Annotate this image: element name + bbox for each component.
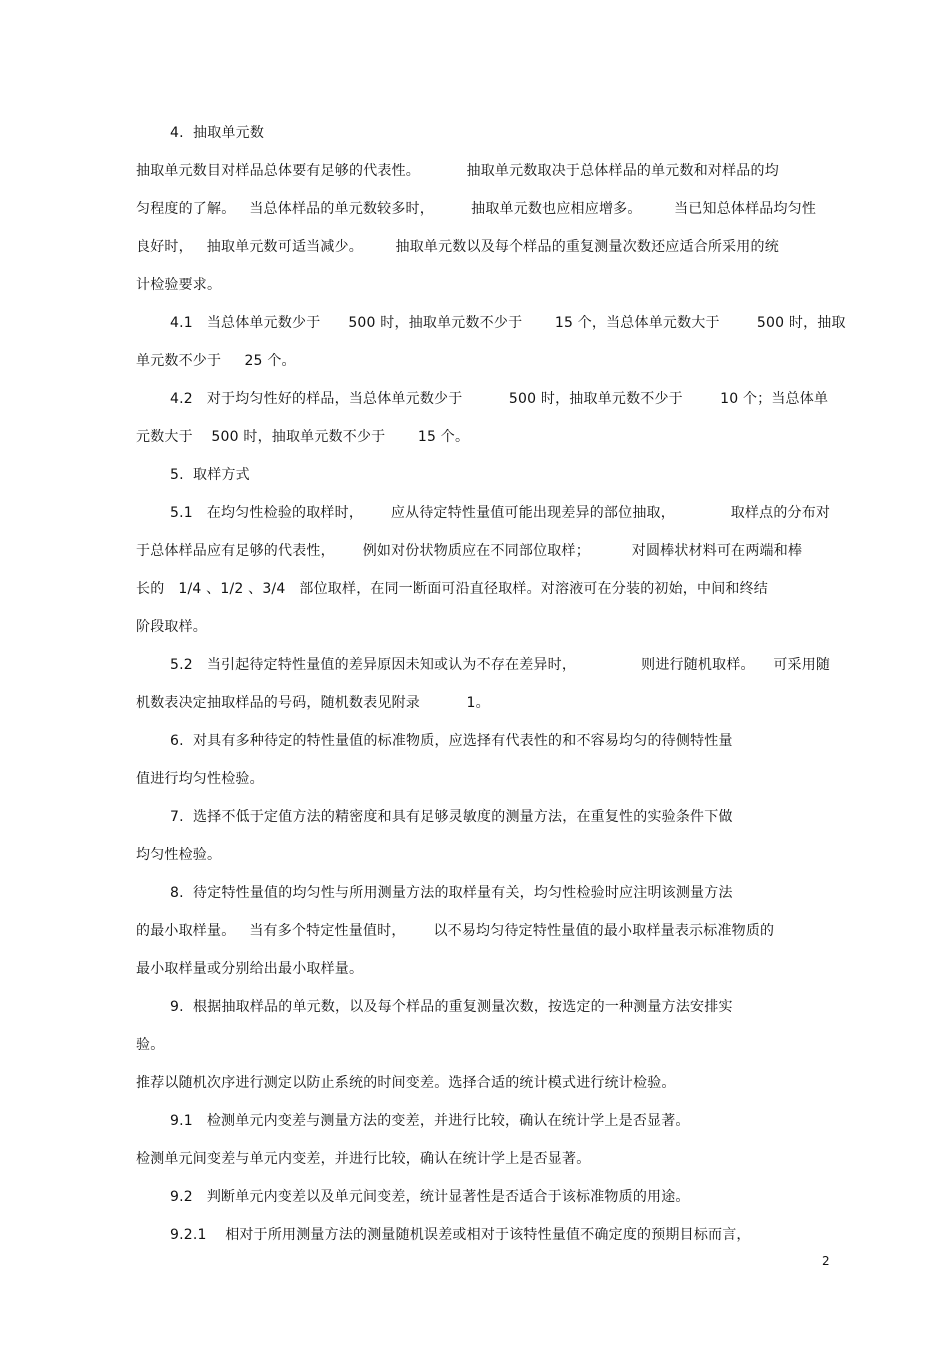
paragraph-line: 元数大于 500 时，抽取单元数不少于 15 个。 — [136, 429, 470, 445]
paragraph-line: 检测单元间变差与单元内变差，并进行比较，确认在统计学上是否显著。 — [136, 1151, 591, 1167]
paragraph-line: 抽取单元数目对样品总体要有足够的代表性。 抽取单元数取决于总体样品的单元数和对样品的均 — [136, 163, 779, 179]
item-9-2-1: 9.2.1 相对于所用测量方法的测量随机误差或相对于该特性量值不确定度的预期目标而言， — [170, 1227, 751, 1243]
item-4-2: 4.2 对于均匀性好的样品，当总体单元数少于 500 时，抽取单元数不少于 10 个；当总体单 — [170, 391, 829, 407]
paragraph-line: 阶段取样。 — [136, 619, 207, 635]
item-4-1: 4.1 当总体单元数少于 500 时，抽取单元数不少于 15 个，当总体单元数大于 500 时，抽取 — [170, 315, 846, 331]
paragraph-line: 均匀性检验。 — [136, 847, 222, 863]
paragraph-line: 推荐以随机次序进行测定以防止系统的时间变差。选择合适的统计模式进行统计检验。 — [136, 1075, 676, 1091]
paragraph-line: 的最小取样量。 当有多个特定性量值时， 以不易均匀待定特性量值的最小取样量表示标准物质的 — [136, 923, 775, 939]
item-9: 9. 根据抽取样品的单元数，以及每个样品的重复测量次数，按选定的一种测量方法安排实 — [170, 999, 733, 1015]
heading-5: 5. 取样方式 — [170, 467, 250, 483]
paragraph-line: 匀程度的了解。 当总体样品的单元数较多时， 抽取单元数也应相应增多。 当已知总体样品均匀性 — [136, 201, 817, 217]
paragraph-line: 长的 1/4 、1/2 、3/4 部位取样，在同一断面可沿直径取样。对溶液可在分装的初始，中间和终结 — [136, 581, 768, 597]
paragraph-line: 最小取样量或分别给出最小取样量。 — [136, 961, 364, 977]
item-8: 8. 待定特性量值的均匀性与所用测量方法的取样量有关，均匀性检验时应注明该测量方法 — [170, 885, 733, 901]
item-9-1: 9.1 检测单元内变差与测量方法的变差，并进行比较，确认在统计学上是否显著。 — [170, 1113, 690, 1129]
paragraph-line: 值进行均匀性检验。 — [136, 771, 264, 787]
paragraph-line: 良好时， 抽取单元数可适当减少。 抽取单元数以及每个样品的重复测量次数还应适合所采用的统 — [136, 239, 779, 255]
page-number: 2 — [822, 1254, 830, 1268]
item-5-1: 5.1 在均匀性检验的取样时， 应从待定特性量值可能出现差异的部位抽取， 取样点的分布对 — [170, 505, 831, 521]
item-6: 6. 对具有多种待定的特性量值的标准物质，应选择有代表性的和不容易均匀的待侧特性量 — [170, 733, 733, 749]
paragraph-line: 验。 — [136, 1037, 165, 1053]
paragraph-line: 计检验要求。 — [136, 277, 222, 293]
heading-4: 4. 抽取单元数 — [170, 125, 265, 141]
paragraph-line: 单元数不少于 25 个。 — [136, 353, 296, 369]
item-7: 7. 选择不低于定值方法的精密度和具有足够灵敏度的测量方法，在重复性的实验条件下做 — [170, 809, 733, 825]
item-5-2: 5.2 当引起待定特性量值的差异原因未知或认为不存在差异时， 则进行随机取样。 可采用随 — [170, 657, 831, 673]
paragraph-line: 机数表决定抽取样品的号码，随机数表见附录 1。 — [136, 695, 490, 711]
paragraph-line: 于总体样品应有足够的代表性， 例如对份状物质应在不同部位取样； 对圆棒状材料可在两端和棒 — [136, 543, 803, 559]
item-9-2: 9.2 判断单元内变差以及单元间变差，统计显著性是否适合于该标准物质的用途。 — [170, 1189, 690, 1205]
